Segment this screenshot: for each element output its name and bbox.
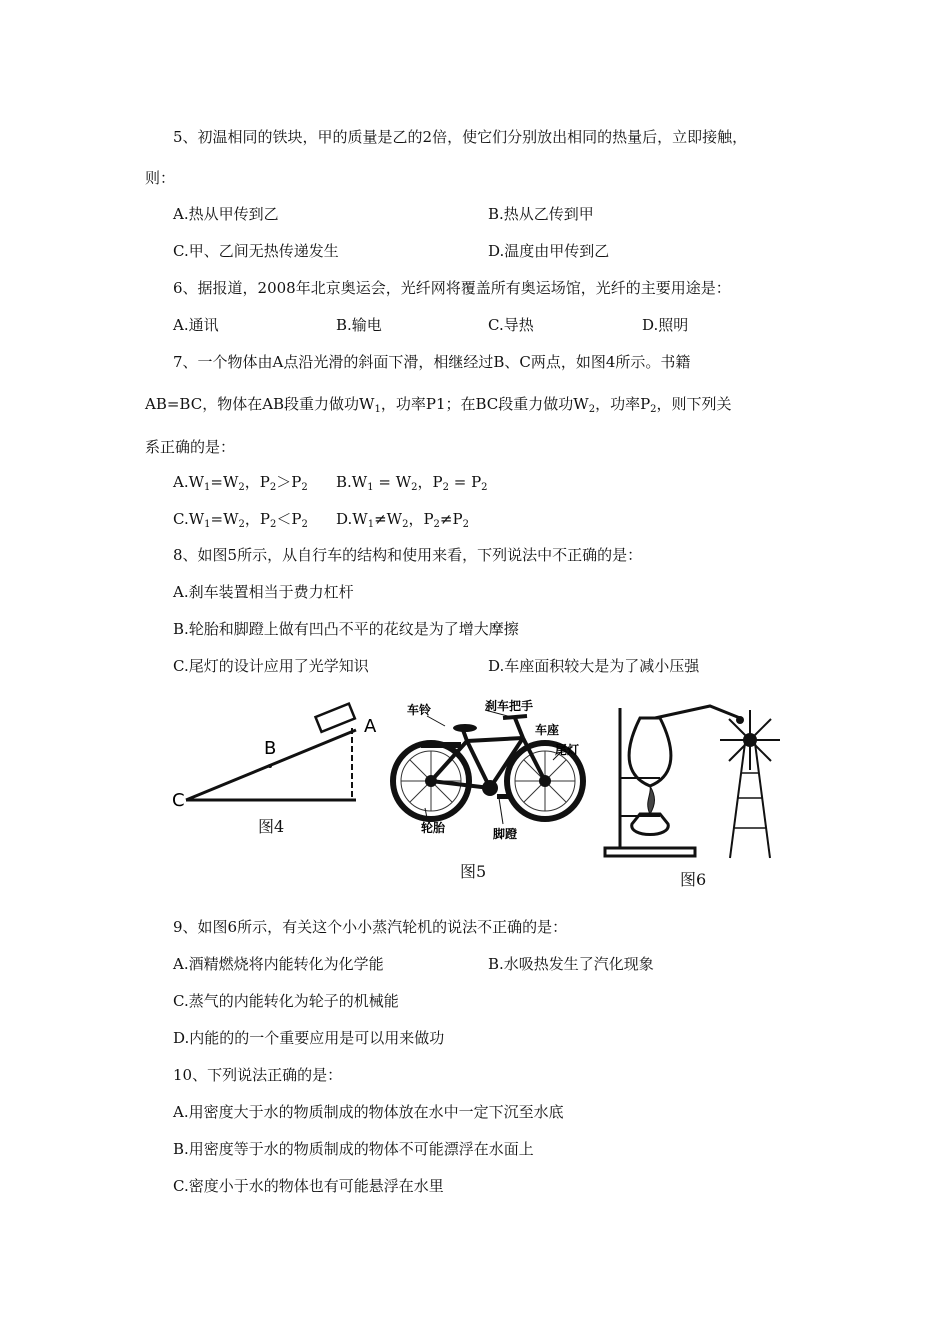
point-b-label: B <box>264 738 277 759</box>
steam-pipe <box>655 706 740 718</box>
q8-option-b: B.轮胎和脚蹬上做有凹凸不平的花纹是为了增大摩擦 <box>173 620 519 638</box>
flask <box>629 718 671 786</box>
q8-option-d: D.车座面积较大是为了减小压强 <box>488 657 700 675</box>
q6-option-c: C.导热 <box>488 316 534 334</box>
label-bell: 车铃 <box>407 703 432 717</box>
q5-stem-line2: 则： <box>145 169 176 187</box>
flame <box>648 786 655 814</box>
bike-seat <box>453 724 477 732</box>
q10-option-c: C.密度小于水的物体也有可能悬浮在水里 <box>173 1177 444 1195</box>
figure-5-bicycle <box>385 696 600 854</box>
q5-option-a: A.热从甲传到乙 <box>173 205 279 223</box>
q7-option-c: $C.W_1=W_2$，$P_2<P_2$ <box>173 510 308 530</box>
q7-option-d: $D.W_1\ne W_2$，$P_2\ne P_2$ <box>336 510 469 530</box>
alcohol-lamp <box>632 814 669 835</box>
q7-option-b: $B.W_1 = W_2$，$P_2 = P_2$ <box>336 473 488 493</box>
q10-option-a: A.用密度大于水的物质制成的物体放在水中一定下沉至水底 <box>173 1103 564 1121</box>
rear-rack <box>421 742 461 748</box>
q9-option-d: D.内能的的一个重要应用是可以用来做功 <box>173 1029 445 1047</box>
figure-4-caption: 图4 <box>258 817 285 836</box>
label-taillight: 尾灯 <box>555 743 580 757</box>
q5-stem-line1: 5、初温相同的铁块，甲的质量是乙的2倍，使它们分别放出相同的热量后，立即接触， <box>173 128 748 146</box>
q6-option-b: B.输电 <box>336 316 382 334</box>
stand-base <box>605 848 695 856</box>
q8-option-c: C.尾灯的设计应用了光学知识 <box>173 657 369 675</box>
figure-6-steam-turbine <box>600 698 800 863</box>
crank <box>482 780 498 796</box>
label-tire: 轮胎 <box>421 821 446 835</box>
q9-option-a: A.酒精燃烧将内能转化为化学能 <box>173 955 384 973</box>
q8-stem: 8、如图5所示，从自行车的结构和使用来看，下列说法中不正确的是： <box>173 546 643 564</box>
q10-option-b: B.用密度等于水的物质制成的物体不可能漂浮在水面上 <box>173 1140 534 1158</box>
turbine-wheel <box>720 710 780 770</box>
label-seat: 车座 <box>535 723 560 737</box>
q7-stem-line3: 系正确的是： <box>145 438 236 456</box>
q5-option-d: D.温度由甲传到乙 <box>488 242 610 260</box>
figure-5-caption: 图5 <box>460 862 487 881</box>
point-c-label: C <box>172 790 185 811</box>
q8-option-a: A.刹车装置相当于费力杠杆 <box>173 583 354 601</box>
q6-option-d: D.照明 <box>642 316 689 334</box>
q9-option-c: C.蒸气的内能转化为轮子的机械能 <box>173 992 399 1010</box>
q10-stem: 10、下列说法正确的是： <box>173 1066 343 1084</box>
q6-option-a: A.通讯 <box>173 316 219 334</box>
q9-stem: 9、如图6所示，有关这个小小蒸汽轮机的说法不正确的是： <box>173 918 568 936</box>
q7-option-a: $A.W_1=W_2$，$P_2>P_2$ <box>173 473 308 493</box>
bike-frame <box>431 716 545 788</box>
label-brake-lever: 刹车把手 <box>485 699 534 713</box>
q5-option-c: C.甲、乙间无热传递发生 <box>173 242 339 260</box>
q7-stem-line2: AB=BC，物体在AB段重力做功$W_1$，功率P1；在BC段重力做功$W_2$，功率$P_2$，则下列关 <box>145 395 732 415</box>
figure-6-caption: 图6 <box>680 870 707 889</box>
q5-option-b: B.热从乙传到甲 <box>488 205 594 223</box>
sliding-block <box>315 704 354 732</box>
q6-stem: 6、据报道，2008年北京奥运会，光纤网将覆盖所有奥运场馆，光纤的主要用途是： <box>173 279 731 297</box>
point-a-label: A <box>364 716 377 737</box>
q7-stem-line1: 7、一个物体由A点沿光滑的斜面下滑，相继经过B、C两点，如图4所示。书籍 <box>173 353 691 371</box>
label-pedal: 脚蹬 <box>493 827 518 841</box>
q9-option-b: B.水吸热发生了汽化现象 <box>488 955 654 973</box>
